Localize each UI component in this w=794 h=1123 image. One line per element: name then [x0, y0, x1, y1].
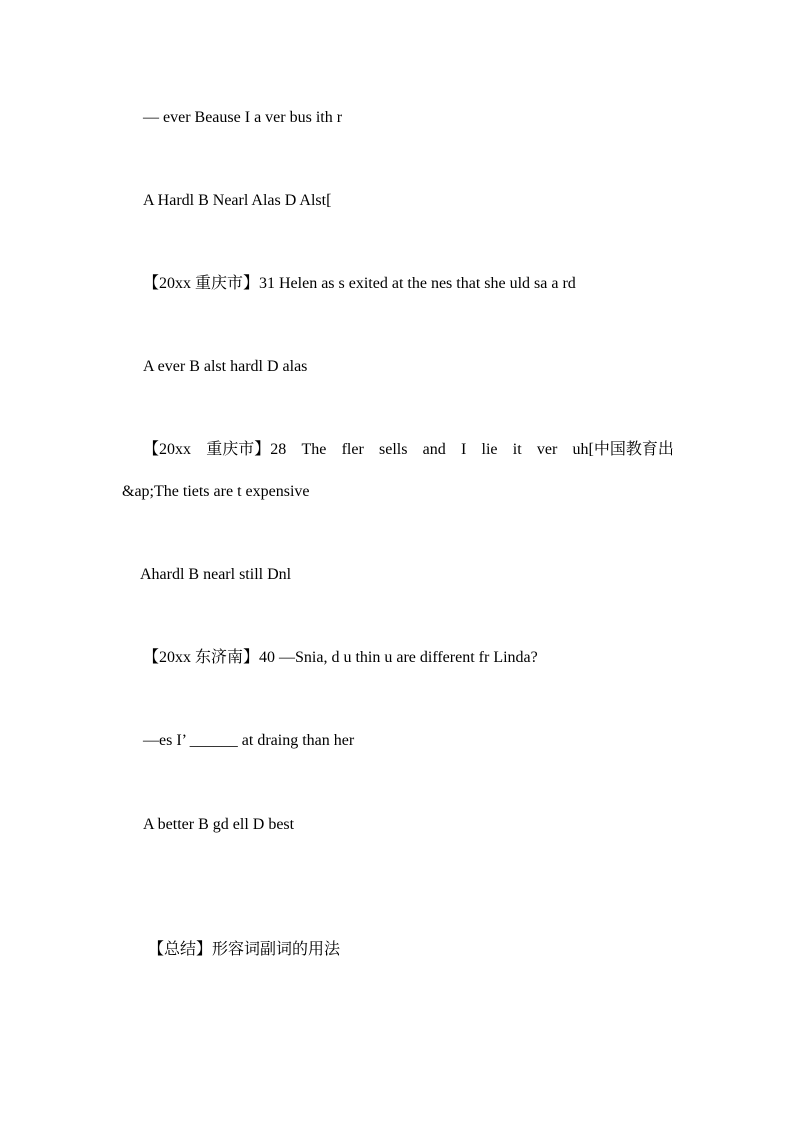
question-40-line: 【20xx 东济南】40 —Snia, d u thin u are different fr Linda?	[143, 649, 538, 666]
question-28-word: The	[301, 441, 327, 458]
question-line-answer-prompt: — ever Beause I a ver bus ith r	[143, 109, 343, 126]
question-28-line	[143, 440, 674, 460]
question-28-word: lie	[481, 441, 498, 458]
question-28-word: I	[460, 441, 467, 458]
question-options-line: A ever B alst hardl D alas	[143, 358, 308, 375]
question-31-line: 【20xx 重庆市】31 Helen as s exited at the nes that she uld sa a rd	[143, 275, 576, 292]
question-options-line: A Hardl B Nearl Alas D Alst[	[143, 192, 332, 209]
question-28-word: fler	[341, 441, 364, 458]
question-28-word: sells	[378, 441, 408, 458]
question-28-word: ver	[536, 441, 558, 458]
question-28-word: uh[中国教育出	[572, 441, 674, 458]
question-28-word: it	[512, 441, 522, 458]
section-summary-heading: 【总结】形容词副词的用法	[148, 939, 341, 958]
question-40-answer-line: —es I’ ______ at draing than her	[143, 732, 355, 749]
question-28-word: 重庆市】28	[206, 441, 287, 458]
question-28-continuation: &ap;The tiets are t expensive	[122, 483, 310, 500]
question-options-line: A better B gd ell D best	[143, 816, 295, 833]
question-options-line: Ahardl B nearl still Dnl	[140, 566, 292, 583]
question-28-word: 【20xx	[143, 441, 192, 458]
question-28-word: and	[422, 441, 446, 458]
